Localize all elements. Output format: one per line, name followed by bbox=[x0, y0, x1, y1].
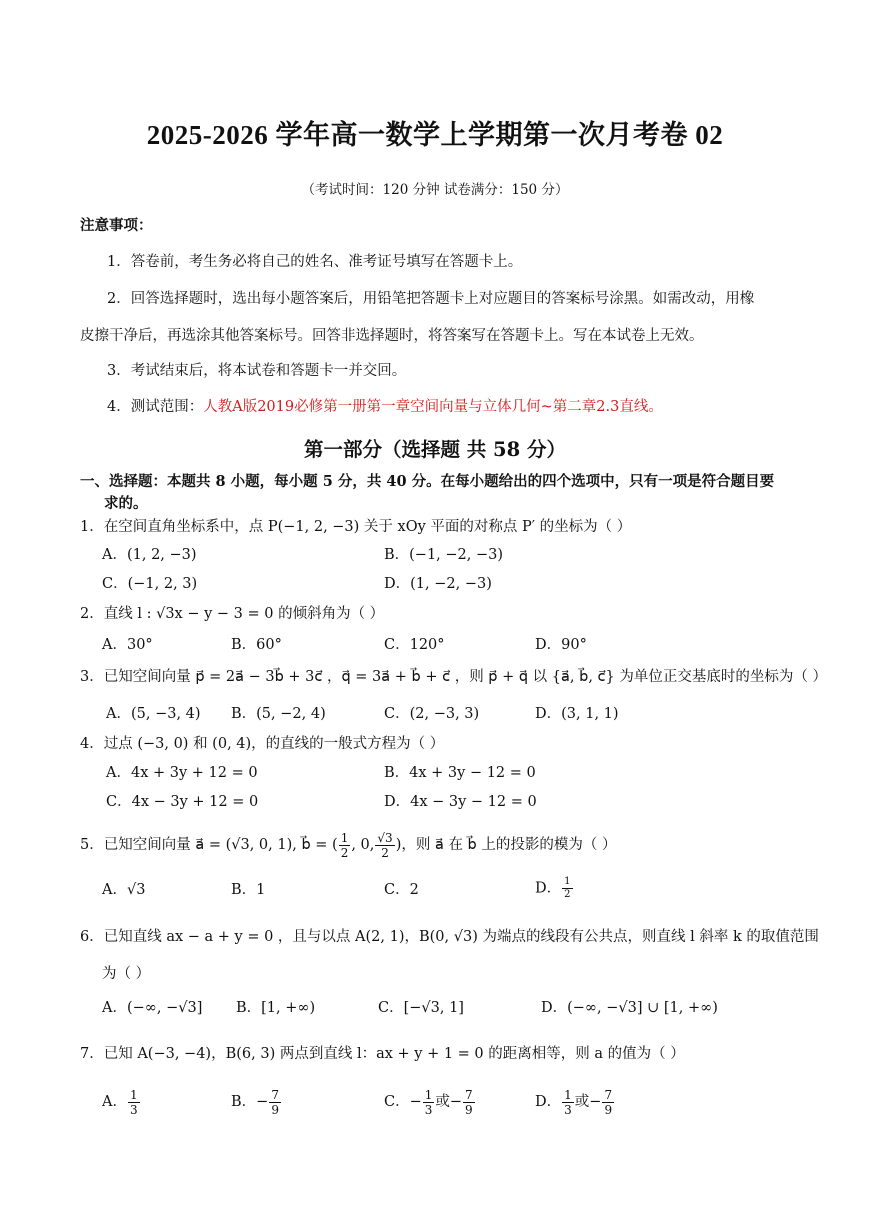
q3-option-b: B．(5, −2, 4) bbox=[231, 706, 326, 722]
section-title: 第一部分（选择题 共 58 分） bbox=[303, 438, 566, 461]
q5-option-b: B．1 bbox=[231, 882, 266, 898]
notice-item-4 bbox=[107, 397, 663, 417]
q6-stem-2: 为（ ） bbox=[102, 966, 151, 982]
part-intro-1: 一、选择题：本题共 8 小题，每小题 5 分，共 40 分。在每小题给出的四个选项中，只有一项是符合题目要 bbox=[80, 473, 775, 490]
exam-subtitle: （考试时间：120 分钟 试卷满分：150 分） bbox=[301, 182, 569, 198]
q2-option-d: D．90° bbox=[535, 637, 587, 653]
q4-option-d: D．4x − 3y − 12 = 0 bbox=[384, 794, 537, 810]
q4-stem: 4．过点 (−3, 0) 和 (0, 4)，的直线的一般式方程为（ ） bbox=[80, 736, 445, 752]
q5-stem-post: )，则 a⃗ 在 b⃗ 上的投影的模为（ ） bbox=[395, 837, 617, 853]
q5-fraction-2: $\frac{√3}{2}$ bbox=[377, 830, 393, 860]
q3-option-a: A．(5, −3, 4) bbox=[106, 706, 201, 722]
q5-option-d-label: D． bbox=[535, 880, 562, 897]
exam-title: 2025-2026 学年高一数学上学期第一次月考卷 02 bbox=[146, 120, 724, 150]
q2-stem: 2．直线 l : √3x − y − 3 = 0 的倾斜角为（ ） bbox=[80, 606, 385, 622]
q6-option-d: D．(−∞, −√3] ∪ [1, +∞) bbox=[541, 1000, 718, 1016]
q6-option-b: B．[1, +∞) bbox=[236, 1000, 316, 1016]
q5-fraction-1: $\frac{1}{2}$ bbox=[340, 830, 349, 860]
notice-heading: 注意事项： bbox=[80, 217, 153, 234]
q4-option-c: C．4x − 3y + 12 = 0 bbox=[106, 794, 259, 810]
q7-option-a: A． $\frac{1}{3}$ bbox=[102, 1087, 138, 1117]
q7-stem: 7．已知 A(−3, −4)，B(6, 3) 两点到直线 l：ax + y + 1 = 0 的距离相等，则 a 的值为（ ） bbox=[80, 1046, 685, 1062]
q5-option-d-fraction: $\frac{1}{2}$ bbox=[564, 876, 571, 900]
q3-option-c: C．(2, −3, 3) bbox=[384, 706, 480, 722]
q4-option-a: A．4x + 3y + 12 = 0 bbox=[106, 765, 258, 781]
notice-item-2-cont: 皮擦干净后，再选涂其他答案标号。回答非选择题时，将答案写在答题卡上。写在本试卷上无效。 bbox=[80, 328, 704, 344]
q7-option-b: B．− $\frac{7}{9}$ bbox=[231, 1087, 279, 1117]
q1-option-b: B．(−1, −2, −3) bbox=[384, 547, 504, 563]
notice-item-1: 1．答卷前，考生务必将自己的姓名、准考证号填写在答题卡上。 bbox=[107, 254, 523, 270]
q1-option-a: A．(1, 2, −3) bbox=[102, 547, 197, 563]
q5-option-d bbox=[535, 876, 574, 901]
q2-option-a: A．30° bbox=[102, 637, 153, 653]
q1-stem: 1．在空间直角坐标系中，点 P(−1, 2, −3) 关于 xOy 平面的对称点 P′ 的坐标为（ ） bbox=[80, 519, 632, 535]
q6-option-a: A．(−∞, −√3] bbox=[102, 1000, 203, 1016]
q3-stem: 3．已知空间向量 p⃗ = 2a⃗ − 3b⃗ + 3c⃗ ，q⃗ = 3a⃗ + b⃗ + c⃗ ，则 p⃗ + q⃗ 以 {a⃗, b⃗, c⃗} 为单位正交基底时的坐标为（ ） bbox=[80, 669, 827, 685]
q6-option-c: C．[−√3, 1] bbox=[378, 1000, 464, 1016]
q5-stem-mid: , 0, bbox=[351, 837, 375, 853]
q1-option-d: D．(1, −2, −3) bbox=[384, 576, 492, 592]
part-intro-2: 求的。 bbox=[104, 495, 148, 512]
notice-item-2: 2．回答选择题时，选出每小题答案后，用铅笔把答题卡上对应题目的答案标号涂黑。如需改动，用橡 bbox=[107, 291, 755, 307]
q1-option-c: C．(−1, 2, 3) bbox=[102, 576, 198, 592]
q6-stem-1: 6．已知直线 ax − a + y = 0 ，且与以点 A(2, 1)，B(0, √3) 为端点的线段有公共点，则直线 l 斜率 k 的取值范围 bbox=[80, 929, 819, 945]
q7-option-d: D． $\frac{1}{3}$ 或− $\frac{7}{9}$ bbox=[535, 1087, 613, 1117]
q7-option-c: C．− $\frac{1}{3}$ 或− $\frac{7}{9}$ bbox=[384, 1087, 473, 1117]
q3-option-d: D．(3, 1, 1) bbox=[535, 706, 619, 722]
notice-item-4-prefix: 4．测试范围： bbox=[107, 399, 204, 415]
q5-option-a: A．√3 bbox=[102, 882, 146, 898]
notice-item-3: 3．考试结束后，将本试卷和答题卡一并交回。 bbox=[107, 363, 407, 379]
q5-stem-pre: 5．已知空间向量 a⃗ = (√3, 0, 1), b⃗ = ( bbox=[80, 837, 338, 853]
q4-option-b: B．4x + 3y − 12 = 0 bbox=[384, 765, 536, 781]
q2-option-c: C．120° bbox=[384, 637, 445, 653]
q2-option-b: B．60° bbox=[231, 637, 282, 653]
q5-option-c: C．2 bbox=[384, 882, 419, 898]
q5-stem bbox=[80, 830, 616, 860]
test-range: 人教A版2019必修第一册第一章空间向量与立体几何~第二章2.3直线。 bbox=[203, 399, 663, 415]
